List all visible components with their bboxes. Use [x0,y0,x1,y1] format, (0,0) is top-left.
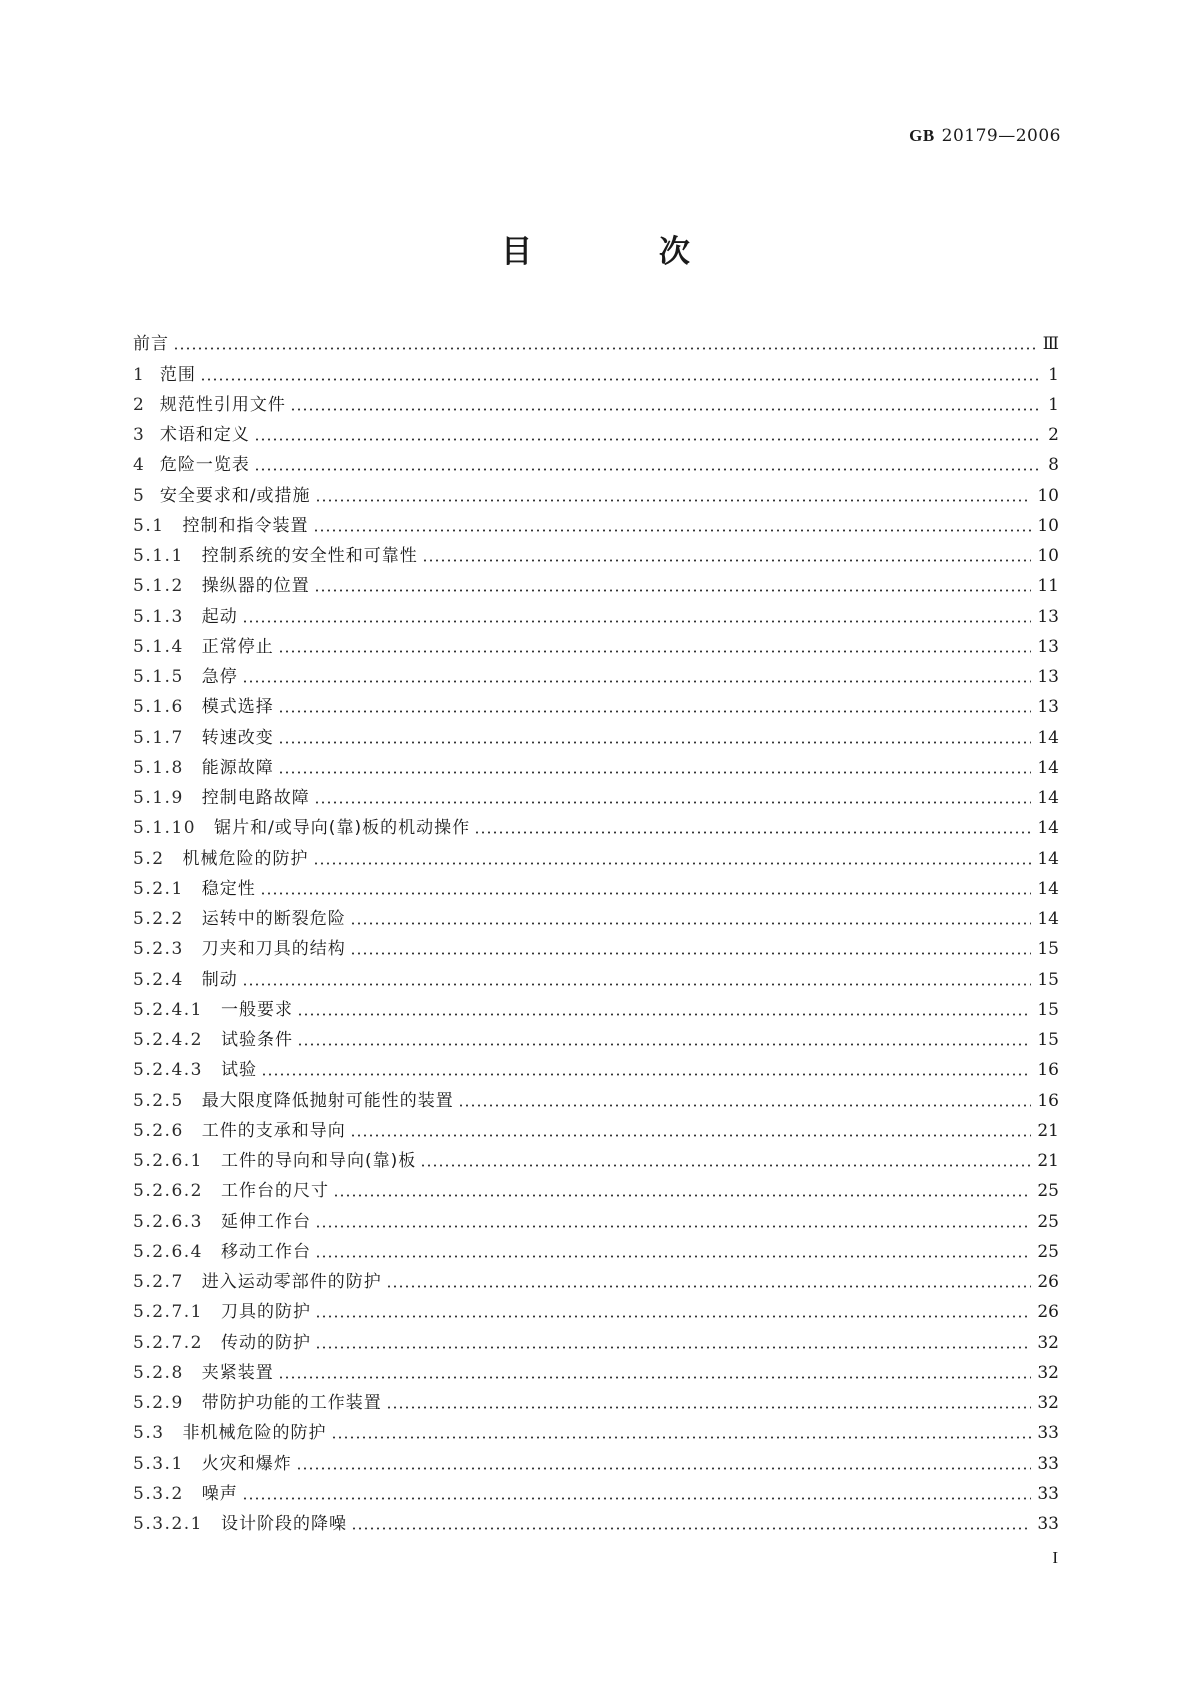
toc-leader-dots [297,1013,1031,1016]
toc-entry-page: 10 [1037,515,1059,536]
toc-entry-number: 5.2.7.2 [133,1332,203,1353]
toc-entry-page: 1 [1048,364,1059,385]
toc-entry-number: 5.2.7 [133,1272,184,1292]
toc-entry-title: 范围 [159,364,196,385]
toc-leader-dots [350,952,1032,955]
toc-entry-title: 刀具的防护 [220,1302,311,1323]
toc-entry-title: 试验 [220,1060,257,1081]
toc-leader-dots [331,1436,1032,1439]
toc-entry[interactable] [133,658,1059,688]
toc-entry[interactable] [133,1414,1059,1444]
toc-entry[interactable] [133,1233,1059,1263]
toc-entry-title: 带防护功能的工作装置 [201,1393,382,1413]
toc-entry[interactable] [133,839,1059,869]
toc-entry-page: 14 [1037,878,1059,899]
toc-entry[interactable] [133,1021,1059,1051]
toc-entry[interactable] [133,446,1059,476]
toc-entry[interactable] [133,870,1059,900]
toc-entry-number: 5.1.6 [133,697,184,718]
toc-entry-page: 13 [1037,697,1059,718]
toc-leader-dots [315,1315,1031,1318]
toc-entry[interactable] [133,688,1059,718]
toc-entry-page: 15 [1037,1030,1059,1050]
toc-entry-number: 4 [133,455,144,476]
toc-entry-number: 1 [133,364,144,385]
table-of-contents [133,325,1059,1535]
toc-entry-title: 前言 [133,334,169,355]
toc-entry[interactable] [133,537,1059,567]
toc-leader-dots [315,1346,1031,1349]
toc-entry-title: 锯片和/或导向(靠)板的机动操作 [214,818,471,839]
toc-entry[interactable] [133,507,1059,537]
toc-entry-page: 2 [1048,425,1059,445]
toc-entry-title: 工作台的尺寸 [220,1181,329,1202]
toc-entry-number: 5.1.10 [133,818,197,839]
toc-entry-number: 5.3 [133,1423,165,1444]
toc-leader-dots [351,1527,1031,1530]
toc-entry[interactable] [133,1323,1059,1353]
toc-entry[interactable] [133,416,1059,446]
page-number: I [1052,1548,1058,1567]
toc-entry-number: 5.2.8 [133,1362,184,1383]
toc-entry-title: 火灾和爆炸 [201,1453,292,1474]
toc-leader-dots [422,559,1032,562]
toc-entry-title: 设计阶段的降噪 [220,1514,347,1534]
toc-entry-title: 一般要求 [220,999,293,1020]
toc-entry-title: 工件的支承和导向 [201,1120,346,1141]
toc-entry-page: Ⅲ [1042,334,1059,355]
toc-entry-number: 5.2.6.2 [133,1181,203,1202]
toc-entry-page: 33 [1037,1483,1059,1504]
toc-leader-dots [242,620,1032,623]
toc-entry-number: 5.1.7 [133,727,184,748]
toc-entry-page: 33 [1037,1423,1059,1444]
toc-entry-number: 5.2.1 [133,878,184,899]
toc-leader-dots [314,801,1032,804]
toc-entry[interactable] [133,1475,1059,1505]
toc-entry[interactable] [133,1263,1059,1293]
page-title: 目 次 [501,234,748,270]
toc-entry-title: 非机械危险的防护 [182,1423,327,1444]
toc-entry-number: 5.2.4 [133,969,184,990]
toc-entry-title: 进入运动零部件的防护 [201,1272,382,1292]
toc-entry-page: 15 [1037,969,1059,990]
toc-leader-dots [278,771,1032,774]
toc-leader-dots [315,1225,1031,1228]
toc-entry-number: 5.2.9 [133,1393,184,1413]
toc-entry-number: 5.2.3 [133,939,184,960]
toc-entry-number: 5.1.2 [133,576,184,597]
toc-entry[interactable] [133,386,1059,416]
toc-entry-number: 5 [133,485,144,506]
toc-entry[interactable] [133,718,1059,748]
toc-entry-number: 5.1.8 [133,757,184,778]
toc-entry-page: 10 [1037,546,1059,566]
toc-entry[interactable] [133,991,1059,1021]
toc-leader-dots [290,408,1039,411]
toc-entry-page: 25 [1037,1181,1059,1202]
toc-entry[interactable] [133,597,1059,627]
toc-entry-page: 14 [1037,788,1059,808]
toc-entry-title: 模式选择 [201,697,274,718]
toc-entry[interactable] [133,1444,1059,1474]
toc-leader-dots [458,1104,1032,1107]
toc-entry-title: 能源故障 [201,757,274,778]
toc-entry[interactable] [133,1051,1059,1081]
toc-entry-page: 11 [1037,576,1059,597]
toc-entry-title: 稳定性 [201,878,256,899]
toc-entry-title: 控制和指令装置 [182,515,309,536]
toc-entry[interactable] [133,1384,1059,1414]
toc-leader-dots [474,831,1031,834]
toc-entry-title: 术语和定义 [159,425,250,445]
toc-leader-dots [315,499,1032,502]
toc-entry[interactable] [133,1293,1059,1323]
standard-number: 20179—2006 [941,126,1061,146]
toc-entry-number: 5.1.3 [133,606,184,627]
toc-leader-dots [313,862,1032,865]
toc-leader-dots [242,680,1032,683]
toc-leader-dots [386,1285,1032,1288]
toc-entry-page: 14 [1037,909,1059,929]
toc-entry-title: 刀夹和刀具的结构 [201,939,346,960]
toc-entry-title: 安全要求和/或措施 [159,485,311,506]
toc-entry-number: 5.3.2 [133,1483,184,1504]
toc-entry-page: 8 [1048,455,1059,476]
toc-leader-dots [242,1497,1032,1500]
toc-entry-page: 25 [1037,1211,1059,1232]
toc-entry-title: 延伸工作台 [220,1211,311,1232]
toc-entry-title: 传动的防护 [220,1332,311,1353]
toc-entry[interactable] [133,1142,1059,1172]
toc-leader-dots [333,1194,1031,1197]
toc-entry[interactable] [133,476,1059,506]
toc-entry-number: 5.2.6.4 [133,1241,203,1262]
toc-entry-number: 5.1.5 [133,667,184,687]
toc-entry-title: 机械危险的防护 [182,848,309,869]
toc-entry-page: 33 [1037,1453,1059,1474]
toc-entry-number: 2 [133,394,144,415]
toc-entry-title: 噪声 [201,1483,238,1504]
toc-entry[interactable] [133,325,1059,355]
toc-entry-number: 5.2.4.2 [133,1030,203,1050]
toc-entry-title: 急停 [201,667,238,687]
standard-code [909,126,1061,146]
toc-entry-title: 操纵器的位置 [201,576,310,597]
toc-entry-number: 5.3.1 [133,1453,184,1474]
toc-leader-dots [314,589,1032,592]
toc-leader-dots [296,1467,1032,1470]
toc-entry-page: 1 [1048,394,1059,415]
toc-leader-dots [278,1376,1032,1379]
toc-entry-title: 转速改变 [201,727,274,748]
toc-leader-dots [260,892,1032,895]
toc-entry[interactable] [133,1081,1059,1111]
toc-entry-number: 5.3.2.1 [133,1514,203,1534]
toc-entry-title: 起动 [201,606,238,627]
toc-entry-number: 5.2.2 [133,909,184,929]
toc-entry-page: 13 [1037,667,1059,687]
toc-entry-page: 32 [1037,1362,1059,1383]
toc-entry-page: 26 [1037,1302,1059,1323]
toc-entry-number: 5.1 [133,515,165,536]
toc-leader-dots [278,650,1032,653]
toc-leader-dots [278,710,1032,713]
toc-entry-page: 16 [1037,1090,1059,1111]
toc-entry[interactable] [133,628,1059,658]
toc-entry-page: 33 [1037,1514,1059,1534]
toc-entry-number: 5.2.4.3 [133,1060,203,1081]
toc-entry[interactable] [133,960,1059,990]
toc-leader-dots [200,378,1039,381]
toc-entry-title: 规范性引用文件 [159,394,286,415]
toc-entry-page: 32 [1037,1332,1059,1353]
toc-entry-page: 13 [1037,606,1059,627]
toc-entry[interactable] [133,1172,1059,1202]
toc-entry-number: 5.1.4 [133,636,184,657]
toc-entry-title: 夹紧装置 [201,1362,274,1383]
toc-entry-title: 制动 [201,969,238,990]
toc-entry-title: 危险一览表 [159,455,250,476]
toc-entry-page: 26 [1037,1272,1059,1292]
toc-entry-number: 5.1.1 [133,546,184,566]
toc-entry-title: 移动工作台 [220,1241,311,1262]
toc-entry-page: 13 [1037,636,1059,657]
toc-leader-dots [420,1164,1031,1167]
toc-entry[interactable] [133,930,1059,960]
toc-leader-dots [350,1134,1032,1137]
toc-leader-dots [297,1043,1031,1046]
toc-entry-title: 控制电路故障 [201,788,310,808]
toc-entry-number: 5.2.5 [133,1090,184,1111]
toc-entry-page: 25 [1037,1241,1059,1262]
toc-entry[interactable] [133,900,1059,930]
toc-entry-page: 15 [1037,939,1059,960]
toc-entry-page: 10 [1037,485,1059,506]
toc-entry-page: 14 [1037,818,1059,839]
toc-leader-dots [278,741,1032,744]
toc-entry-title: 控制系统的安全性和可靠性 [201,546,418,566]
toc-entry-title: 运转中的断裂危险 [201,909,346,929]
toc-entry-number: 3 [133,425,144,445]
toc-entry[interactable] [133,1202,1059,1232]
toc-leader-dots [254,438,1039,441]
toc-entry-page: 14 [1037,757,1059,778]
toc-entry-number: 5.2 [133,848,165,869]
toc-entry-page: 14 [1037,727,1059,748]
toc-entry[interactable] [133,779,1059,809]
toc-entry-page: 15 [1037,999,1059,1020]
toc-entry-number: 5.2.7.1 [133,1302,203,1323]
toc-leader-dots [350,922,1032,925]
toc-entry-page: 21 [1037,1151,1059,1171]
toc-entry-page: 16 [1037,1060,1059,1081]
toc-entry-title: 工件的导向和导向(靠)板 [220,1151,417,1171]
toc-entry[interactable] [133,809,1059,839]
toc-leader-dots [242,983,1032,986]
toc-entry-title: 试验条件 [220,1030,293,1050]
toc-leader-dots [173,347,1037,350]
toc-entry[interactable] [133,567,1059,597]
toc-entry-number: 5.2.6 [133,1120,184,1141]
toc-leader-dots [386,1406,1032,1409]
toc-entry-page: 21 [1037,1120,1059,1141]
toc-entry-number: 5.2.4.1 [133,999,203,1020]
toc-leader-dots [261,1073,1031,1076]
toc-entry-page: 14 [1037,848,1059,869]
toc-entry[interactable] [133,355,1059,385]
toc-leader-dots [313,529,1032,532]
toc-leader-dots [315,1255,1031,1258]
toc-entry[interactable] [133,1112,1059,1142]
toc-entry-number: 5.2.6.3 [133,1211,203,1232]
standard-prefix: GB [909,126,935,145]
toc-entry[interactable] [133,1505,1059,1535]
toc-entry[interactable] [133,1354,1059,1384]
toc-entry-title: 最大限度降低抛射可能性的装置 [201,1090,454,1111]
toc-entry-page: 32 [1037,1393,1059,1413]
toc-entry-title: 正常停止 [201,636,274,657]
toc-leader-dots [254,468,1039,471]
toc-entry[interactable] [133,749,1059,779]
toc-entry-number: 5.2.6.1 [133,1151,203,1171]
toc-entry-number: 5.1.9 [133,788,184,808]
